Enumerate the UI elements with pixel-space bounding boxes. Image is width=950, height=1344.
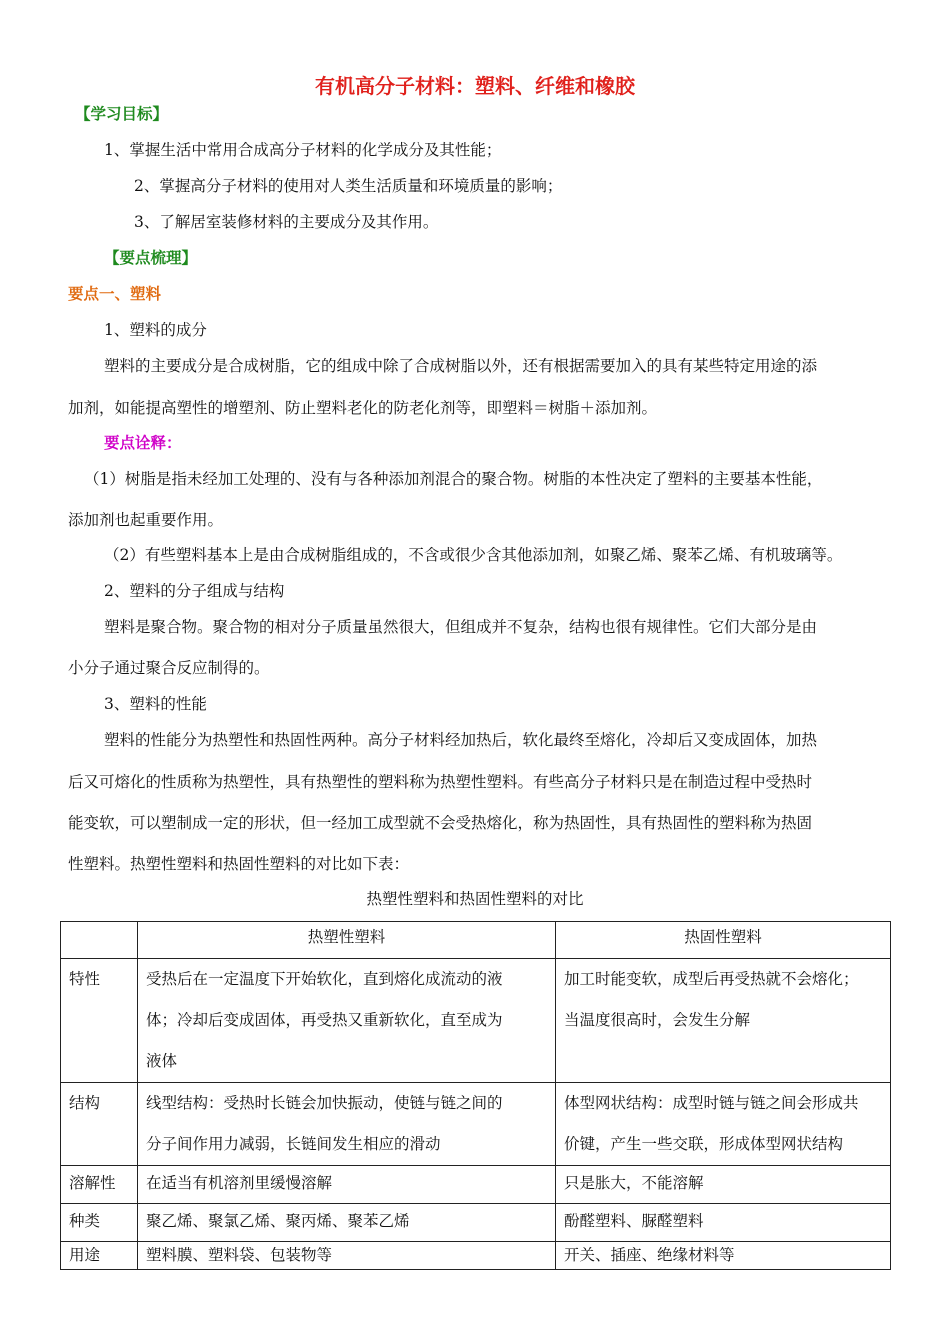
cell-line: 分子间作用力减弱，长链间发生相应的滑动 [146,1135,441,1153]
table-row [61,1083,891,1166]
table-header-cell [61,922,138,959]
note-line: （1）树脂是指未经加工处理的、没有与各种添加剂混合的聚合物。树脂的本性决定了塑料的主要基本性能， [84,470,823,488]
paragraph-line: 塑料的主要成分是合成树脂，它的组成中除了合成树脂以外，还有根据需要加入的具有某些特定用途的添 [104,357,818,375]
table-cell: 开关、插座、绝缘材料等 [556,1242,891,1270]
row-label: 结构 [61,1083,138,1166]
table-cell: 酚醛塑料、脲醛塑料 [556,1204,891,1242]
subsection-heading: 2、塑料的分子组成与结构 [104,582,285,600]
cell-line: 价键，产生一些交联，形成体型网状结构 [564,1135,844,1153]
summary-heading: 【要点梳理】 [104,249,198,267]
row-label: 特性 [61,959,138,1083]
objective-item: 1、掌握生活中常用合成高分子材料的化学成分及其性能； [104,141,502,159]
cell-line: 受热后在一定温度下开始软化，直到熔化成流动的液 [146,970,503,988]
row-label: 用途 [61,1242,138,1270]
table-header-cell: 热塑性塑料 [138,922,556,959]
table-cell: 聚乙烯、聚氯乙烯、聚丙烯、聚苯乙烯 [138,1204,556,1242]
table-cell [556,1083,891,1166]
paragraph-line: 加剂，如能提高塑性的增塑剂、防止塑料老化的防老化剂等，即塑料＝树脂＋添加剂。 [68,399,658,417]
table-cell: 塑料膜、塑料袋、包装物等 [138,1242,556,1270]
table-cell: 只是胀大，不能溶解 [556,1166,891,1204]
note-line: （2）有些塑料基本上是由合成树脂组成的，不含或很少含其他添加剂，如聚乙烯、聚苯乙烯、有机玻璃等。 [104,546,843,564]
subsection-heading: 1、塑料的成分 [104,321,207,339]
cell-line: 体型网状结构：成型时链与链之间会形成共 [564,1094,859,1112]
cell-line: 体；冷却后变成固体，再受热又重新软化，直至成为 [146,1011,503,1029]
paragraph-line: 后又可熔化的性质称为热塑性，具有热塑性的塑料称为热塑性塑料。有些高分子材料只是在制造过程中受热时 [68,773,813,791]
table-cell [138,959,556,1083]
paragraph-line: 小分子通过聚合反应制得的。 [68,659,270,677]
cell-line: 线型结构：受热时长链会加快振动，使链与链之间的 [146,1094,503,1112]
cell-line: 当温度很高时，会发生分解 [564,1011,751,1029]
table-cell [556,959,891,1083]
objective-item: 2、掌握高分子材料的使用对人类生活质量和环境质量的影响； [134,177,563,195]
cell-line: 加工时能变软，成型后再受热就不会熔化； [564,970,859,988]
table-row [61,959,891,1083]
table-row [61,1242,891,1270]
cell-line: 液体 [146,1052,178,1070]
objectives-heading: 【学习目标】 [75,105,169,123]
table-caption: 热塑性塑料和热固性塑料的对比 [366,890,584,908]
paragraph-line: 能变软，可以塑制成一定的形状，但一经加工成型就不会受热熔化，称为热固性，具有热固性的塑料称为热固 [68,814,813,832]
row-label: 溶解性 [61,1166,138,1204]
table-cell: 在适当有机溶剂里缓慢溶解 [138,1166,556,1204]
subsection-heading: 3、塑料的性能 [104,695,207,713]
comparison-table [60,921,891,1270]
table-header-cell: 热固性塑料 [556,922,891,959]
paragraph-line: 塑料是聚合物。聚合物的相对分子质量虽然很大，但组成并不复杂，结构也很有规律性。它们大部分是由 [104,618,818,636]
paragraph-line: 塑料的性能分为热塑性和热固性两种。高分子材料经加热后，软化最终至熔化，冷却后又变成固体，加热 [104,731,818,749]
note-heading: 要点诠释： [104,434,182,452]
note-line: 添加剂也起重要作用。 [68,511,224,529]
section-heading: 要点一、塑料 [68,285,162,303]
table-header-row [61,922,891,959]
row-label: 种类 [61,1204,138,1242]
table-row [61,1204,891,1242]
table-cell [138,1083,556,1166]
paragraph-line: 性塑料。热塑性塑料和热固性塑料的对比如下表： [68,855,410,873]
table-row [61,1166,891,1204]
document-title: 有机高分子材料：塑料、纤维和橡胶 [315,74,635,98]
objective-item: 3、了解居室装修材料的主要成分及其作用。 [134,213,439,231]
